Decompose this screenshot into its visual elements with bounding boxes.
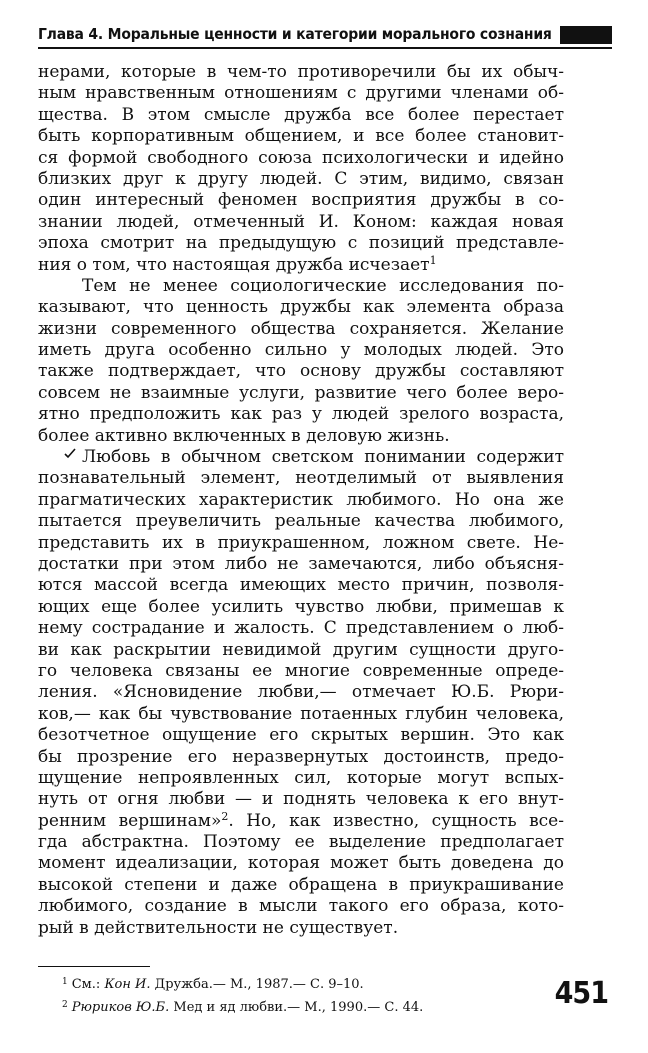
footnote-item: $^1$ См.: Кон И. Дружба.— М., 1987.— С. 9–10.: [62, 977, 364, 992]
text-line: го человека связаны ее многие современные опреде-: [38, 660, 564, 681]
text-line: жизни современного общества сохраняется. Желание: [38, 318, 564, 339]
text-line: нему сострадание и жалость. С представлением о люб-: [38, 618, 564, 639]
text-line: один интересный феномен восприятия дружбы в со-: [38, 190, 564, 211]
header-rule: [38, 47, 612, 49]
running-header: [38, 24, 612, 50]
chapter-title: Глава 4. Моральные ценности и категории морального сознания: [38, 25, 552, 43]
text-line: любимого, создание в мысли такого его образа, кото-: [38, 896, 564, 917]
text-line: ления. «Ясновидение любви,— отмечает Ю.Б. Рюри-: [38, 682, 564, 703]
text-line: близких друг к другу людей. С этим, видимо, связан: [38, 168, 564, 189]
text-line: бы прозрение его неразвернутых достоинств, предо-: [38, 746, 564, 767]
text-line: безотчетное ощущение его скрытых вершин. Это как: [38, 725, 564, 746]
footnote-ref: 1: [429, 254, 437, 267]
text-line: ным нравственным отношениям с другими членами об-: [38, 83, 564, 104]
text-line: эпоха смотрит на предыдущую с позиций представле-: [38, 233, 564, 254]
text-line: достатки при этом либо не замечаются, либо объясня-: [38, 553, 564, 574]
text-line: ятно предположить как раз у людей зрелого возраста,: [38, 404, 564, 425]
text-line: Тем не менее социологические исследования по-: [82, 275, 564, 296]
header-black-bar: [560, 26, 612, 44]
text-line: Любовь в обычном светском понимании содержит: [82, 447, 564, 468]
text-line: быть корпоративным общением, и все более становит-: [38, 126, 564, 147]
text-line: иметь друга особенно сильно у молодых людей. Это: [38, 340, 564, 361]
text-line: нуть от огня любви — и поднять человека к его внут-: [38, 789, 564, 810]
text-line: казывают, что ценность дружбы как элемента образа: [38, 297, 564, 318]
text-line: ния о том, что настоящая дружба исчезает$^1$: [38, 254, 437, 275]
text-line: прагматических характеристик любимого. Но она же: [38, 489, 564, 510]
text-line: ся формой свободного союза психологически и идейно: [38, 147, 564, 168]
text-line: ются массой всегда имеющих место причин, позволя-: [38, 575, 564, 596]
text-line: ви как раскрытии невидимой другим сущности друго-: [38, 639, 564, 660]
text-line: рый в действительности не существует.: [38, 917, 399, 938]
text-line: ков,— как бы чувствование потаенных глубин человека,: [38, 703, 564, 724]
text-line: ющих еще более усилить чувство любви, примешав к: [38, 596, 564, 617]
text-line: познавательный элемент, неотделимый от выявления: [38, 468, 564, 489]
text-line: более активно включенных в деловую жизнь.: [38, 425, 450, 446]
footnote-separator: [38, 966, 150, 967]
text-line: представить их в приукрашенном, ложном свете. Не-: [38, 532, 564, 553]
text-line: знании людей, отмеченный И. Коном: каждая новая: [38, 211, 564, 232]
main-text: [38, 62, 564, 939]
text-line: щества. В этом смысле дружба все более перестает: [38, 104, 564, 125]
text-line: щущение непроявленных сил, которые могут вспых-: [38, 767, 564, 788]
text-line: совсем не взаимные услуги, развитие чего более веро-: [38, 382, 564, 403]
pencil-check-mark: [64, 447, 76, 459]
page-number: 451: [554, 976, 608, 1011]
text-line: нерами, которые в чем-то противоречили бы их обыч-: [38, 62, 564, 82]
footnote-ref: 2: [221, 810, 229, 823]
text-line: ренним вершинам»$^2$. Но, как известно, сущность все-: [38, 810, 564, 831]
text-line: момент идеализации, которая может быть доведена до: [38, 853, 564, 874]
text-line: также подтверждает, что основу дружбы составляют: [38, 361, 564, 382]
footnote-item: $^2$ Рюриков Ю.Б. Мед и яд любви.— М., 1990.— С. 44.: [62, 1000, 424, 1015]
text-line: гда абстрактна. Поэтому ее выделение предполагает: [38, 832, 564, 853]
text-line: высокой степени и даже обращена в приукрашивание: [38, 874, 564, 895]
footnotes: [62, 972, 522, 1018]
text-line: пытается преувеличить реальные качества любимого,: [38, 511, 564, 532]
